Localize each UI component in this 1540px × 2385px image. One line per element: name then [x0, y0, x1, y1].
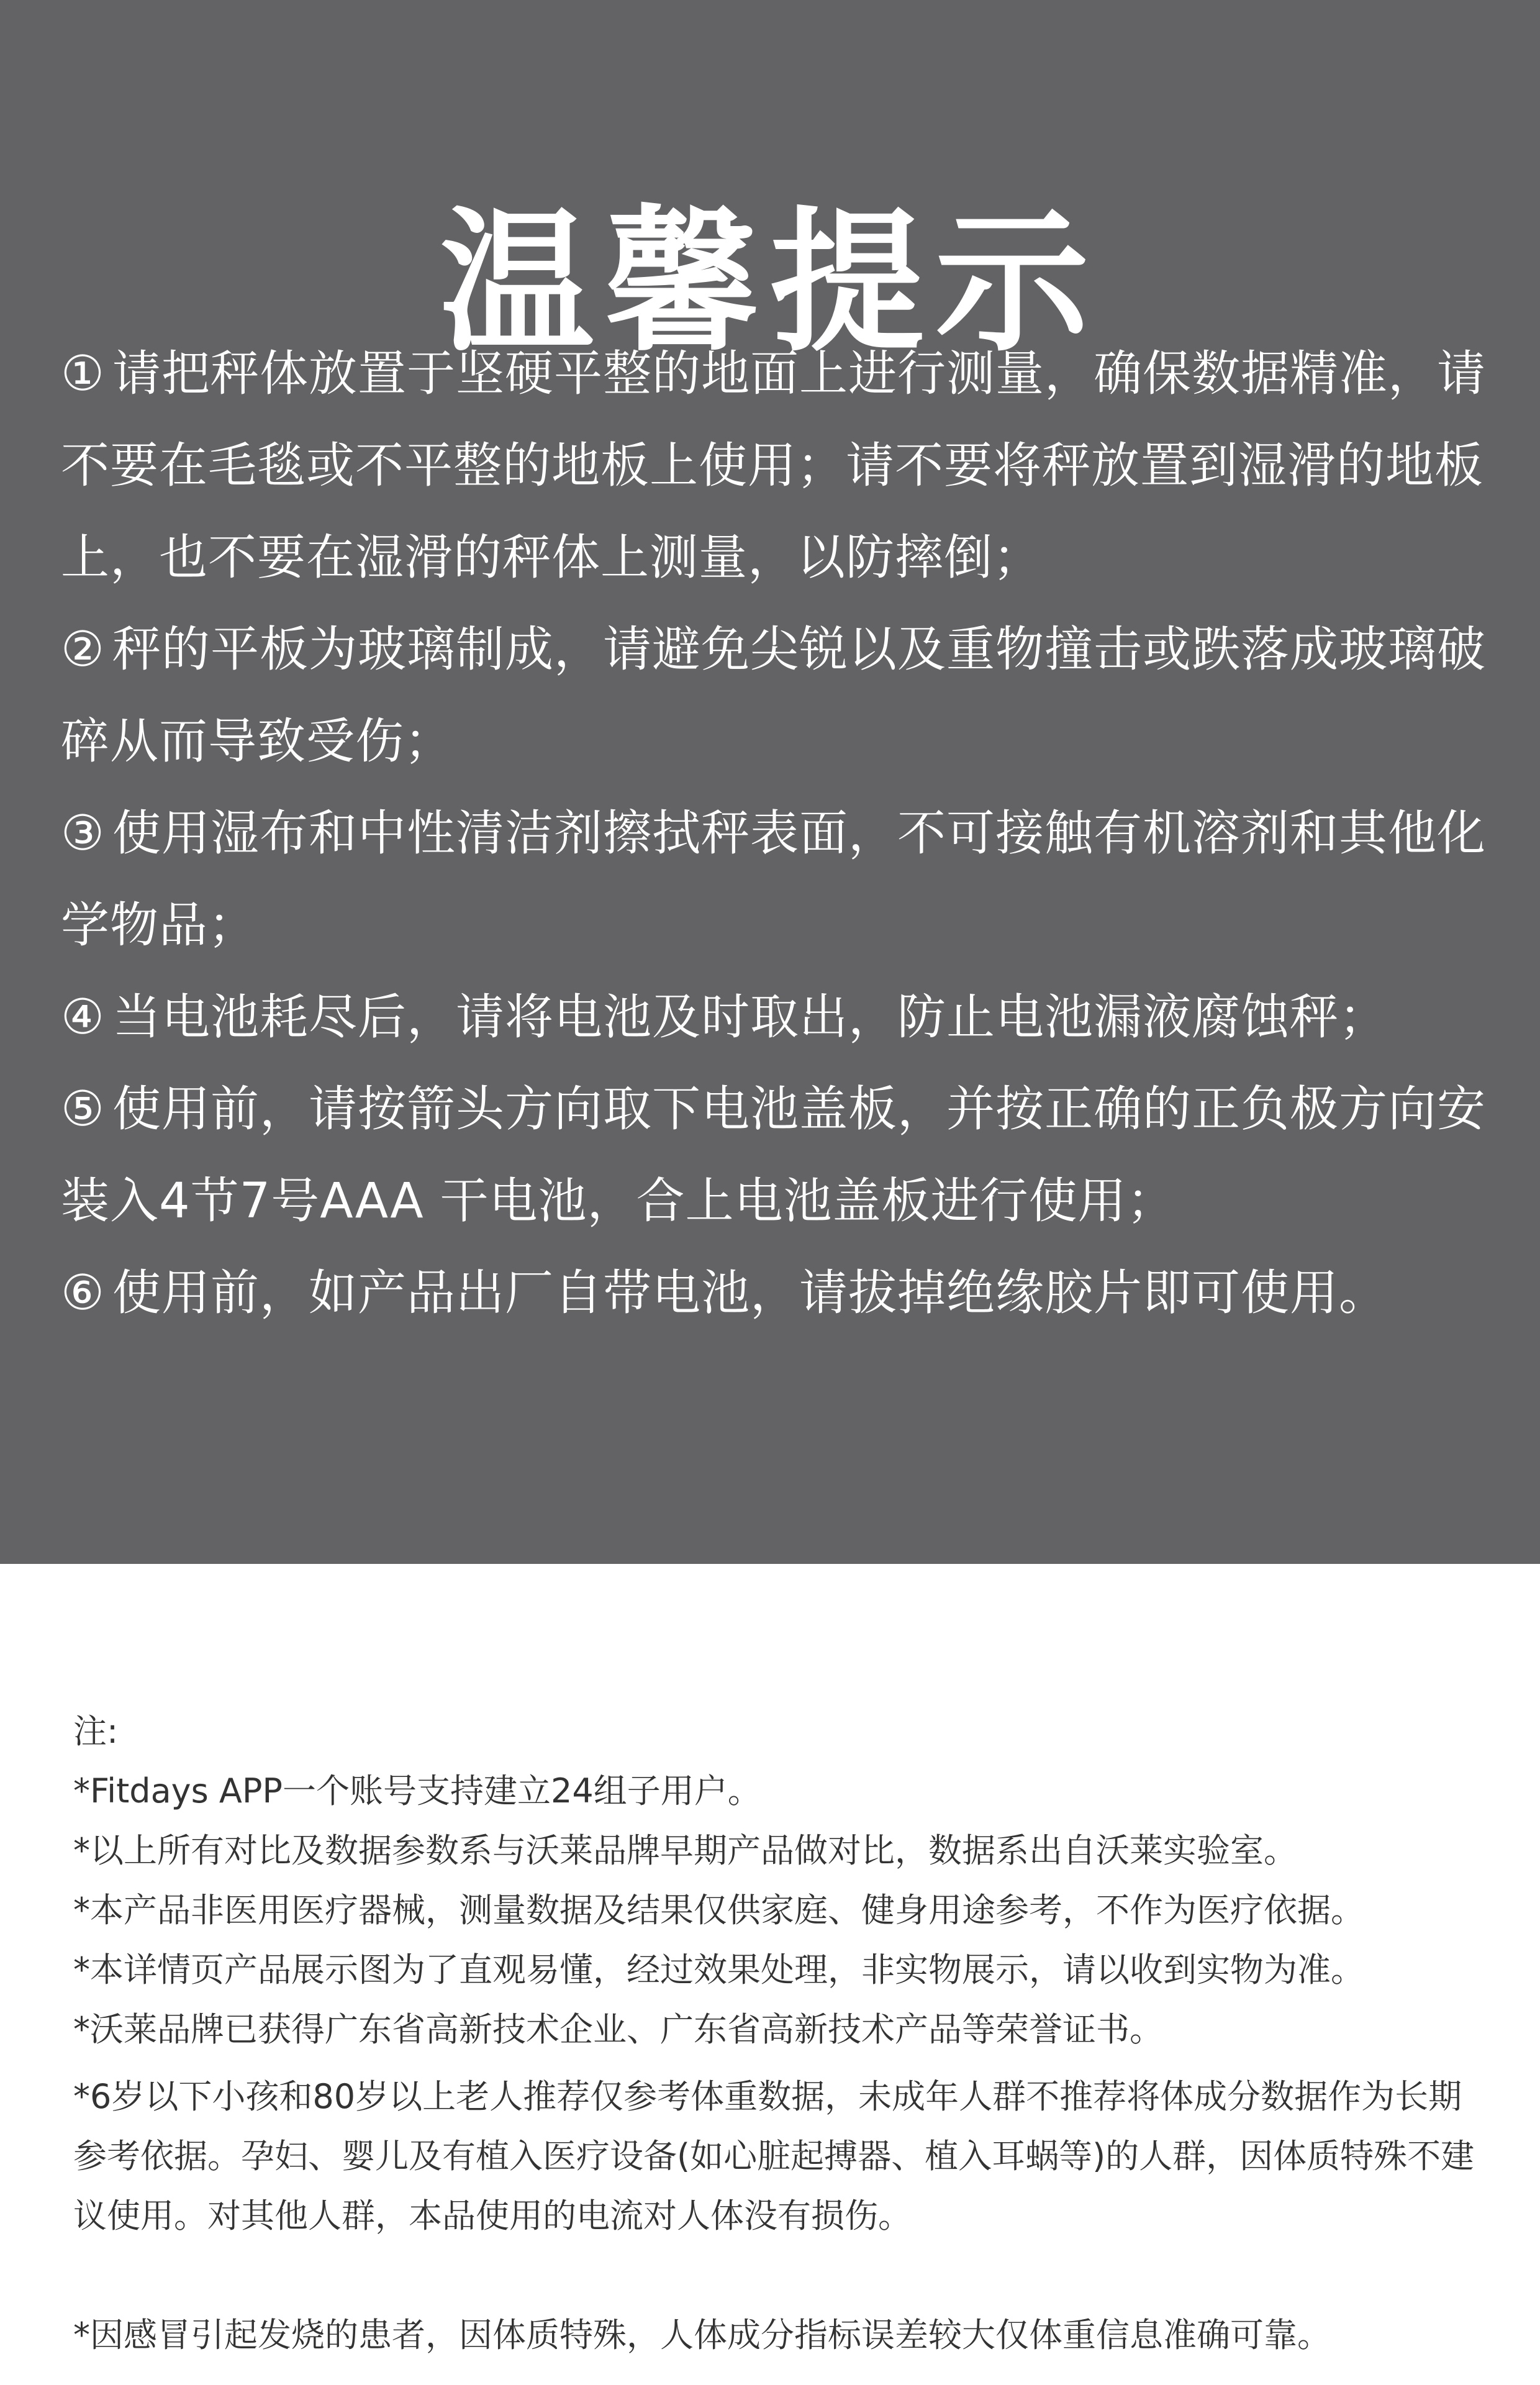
- tip-item-6: [61, 1247, 1489, 1339]
- note-item: *以上所有对比及数据参数系与沃莱品牌早期产品做对比，数据系出自沃莱实验室。: [73, 1831, 1297, 1870]
- tip-number: ③: [61, 806, 105, 861]
- tip-text: 使用湿布和中性清洁剂擦拭秤表面，不可接触有机溶剂和其他化学物品；: [61, 806, 1486, 953]
- note-item: *因感冒引起发烧的患者，因体质特殊，人体成分指标误差较大仅体重信息准确可靠。: [73, 2315, 1331, 2355]
- note-item: *本详情页产品展示图为了直观易懂，经过效果处理，非实物展示，请以收到实物为准。: [73, 1950, 1364, 1989]
- page-title: 温馨提示: [440, 194, 1100, 373]
- tip-item-1: [61, 328, 1489, 604]
- tips-list: [61, 328, 1489, 1339]
- tip-item-4: [61, 971, 1489, 1063]
- notes-section: [73, 1702, 1489, 2365]
- tip-text: 使用前，如产品出厂自带电池，请拔掉绝缘胶片即可使用。: [112, 1265, 1388, 1321]
- tip-number: ④: [61, 989, 105, 1045]
- note-item: *本产品非医用医疗器械，测量数据及结果仅供家庭、健身用途参考，不作为医疗依据。: [73, 1891, 1364, 1930]
- note-item: *Fitdays APP一个账号支持建立24组子用户。: [73, 1771, 761, 1810]
- tip-text: 使用前，请按箭头方向取下电池盖板，并按正确的正负极方向安装入4节7号AAA 干电池，合上电池盖板进行使用；: [61, 1081, 1486, 1229]
- tip-number: ①: [61, 346, 105, 402]
- tip-number: ②: [61, 622, 105, 678]
- note-item: *6岁以下小孩和80岁以上老人推荐仅参考体重数据，未成年人群不推荐将体成分数据作为长期参考依据。孕妇、婴儿及有植入医疗设备(如心脏起搏器、植入耳蜗等)的人群，因体质特殊不建议使用。对其他人群，本品使用的电流对人体没有损伤。: [73, 2077, 1475, 2235]
- notes-heading: 注:: [73, 1712, 119, 1751]
- tip-item-3: [61, 788, 1489, 971]
- tip-text: 秤的平板为玻璃制成，请避免尖锐以及重物撞击或跌落成玻璃破碎从而导致受伤；: [61, 622, 1486, 770]
- tip-number: ⑤: [61, 1081, 105, 1137]
- tip-text: 请把秤体放置于坚硬平整的地面上进行测量，确保数据精准，请不要在毛毯或不平整的地板上使用；请不要将秤放置到湿滑的地板上，也不要在湿滑的秤体上测量，以防摔倒；: [61, 346, 1486, 586]
- tip-item-5: [61, 1063, 1489, 1247]
- tip-number: ⑥: [61, 1265, 105, 1321]
- note-item: *沃莱品牌已获得广东省高新技术企业、广东省高新技术产品等荣誉证书。: [73, 2010, 1163, 2049]
- tip-item-2: [61, 604, 1489, 788]
- tip-text: 当电池耗尽后，请将电池及时取出，防止电池漏液腐蚀秤；: [112, 989, 1388, 1045]
